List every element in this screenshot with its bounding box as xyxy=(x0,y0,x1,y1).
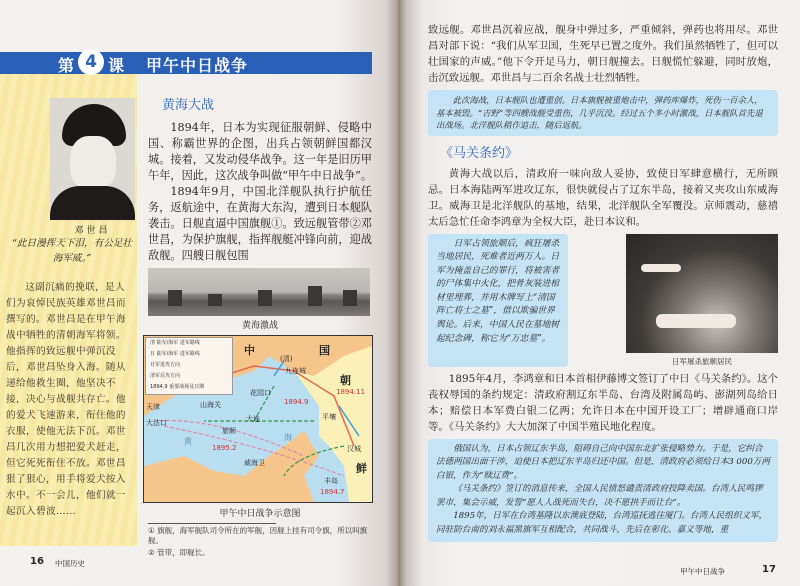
info-box-text: 此次海战，日本舰队也遭重创。日本旗舰被重炮击中，弹药库爆炸，死伤一百余人，基本被毁。“吉野”等四艘战舰受重伤，几乎沉没。经过五个多小时激战，日本舰队首先退出战场。北洋舰队稍作追击，随后返航。 xyxy=(436,95,763,130)
map-label: 朝 xyxy=(340,374,351,387)
lesson-title: 甲午中日战争 xyxy=(146,56,249,75)
legend-item: 日军进攻方向 xyxy=(150,362,181,368)
map-label: 花园口 xyxy=(250,389,271,397)
map-label: 海 xyxy=(284,433,292,442)
elegy-quote: “此日漫挥天下泪，有公足壮海军威。” xyxy=(11,238,133,264)
photo-figure xyxy=(626,234,778,367)
left-page xyxy=(0,0,398,586)
map-label: 国 xyxy=(319,344,330,357)
footnote: ① 旗舰，海军舰队司令所在的军舰，因舰上挂有司令旗，所以叫旗舰。 xyxy=(148,526,368,545)
legend-item: 1894.9 重要战场及日期 xyxy=(150,384,205,390)
legend-item: 日 陆军/海军 进军路线 xyxy=(150,351,200,357)
map-label: 大连 xyxy=(246,415,260,423)
photo-caption: 日军屠杀旅顺居民 xyxy=(672,356,732,366)
section-title: 黄海大战 xyxy=(162,98,215,113)
map-label: 旅顺 xyxy=(222,427,236,435)
map-label: 天津 xyxy=(146,403,160,411)
info-box-text: 俄国认为，日本占领辽东半岛，阻碍自己向中国东北扩张侵略势力。于是，它纠合法德两国出面干涉，迫使日本把辽东半岛归还中国。但是，清政府必须给日本3 000万两白银，作为“赎辽费”。 xyxy=(436,443,770,481)
info-box xyxy=(428,439,778,542)
footer-title: 中国历史 xyxy=(55,559,85,568)
lesson-suffix: 课 xyxy=(108,56,125,75)
map-label: 1894.11 xyxy=(336,388,365,396)
map-label: 汉城 xyxy=(347,445,361,453)
map-label: 九连城 xyxy=(285,367,306,375)
massacre-photo xyxy=(626,234,778,353)
sidebar-text: 这副沉痛的挽联，是人们为哀悼民族英雄邓世昌而撰写的。邓世昌是在甲午海战中牺牲的清朝海军将领。他指挥的致远舰中弹沉没后，邓世昌坠身入海。随从递给他救生圈，他坚决不接，决心与战舰共存亡。他的爱犬飞速游来，衔住他的衣服，使他无法下沉。邓世昌几次用力想把爱犬赶走，但它死死衔住不放。邓世昌狠了狠心，用手将爱犬按入水中。不一会儿，他们就一起沉入碧波…… xyxy=(6,282,126,517)
lesson-number: 4 xyxy=(78,49,104,75)
naval-battle-photo xyxy=(148,268,370,316)
page-number: 17 xyxy=(762,564,776,575)
map-label: 大沽口 xyxy=(146,419,167,427)
map-label: 丰岛 xyxy=(324,477,338,485)
footer-title: 甲午中日战争 xyxy=(680,567,725,576)
paragraph: 致远舰。邓世昌沉着应战，舰身中弹过多，严重倾斜，弹药也将用尽。邓世昌对部下说：“我们从军卫国，生死早已置之度外。我们虽然牺牲了，但可以壮国家的声威。”他下令开足马力，朝日舰撞去。日舰慌忙躲避，同时放炮，击沉致远舰。邓世昌与二百余名战士壮烈牺牲。 xyxy=(428,24,778,84)
info-box-text: 日军占领旅顺后，疯狂屠杀当地居民，死难者近两万人。日军为掩盖自己的罪行，将被害者的尸体集中火化，把骨灰装进棺材里埋葬，并用木牌写上“清国阵亡将士之墓”，借以欺骗世界舆论。后来，中国人民在墓地树起纪念碑，称它为“万忠墓”。 xyxy=(436,238,560,344)
main-column xyxy=(428,22,778,542)
map-label: 1894.7 xyxy=(320,488,345,496)
photo-caption: 黄海激战 xyxy=(241,321,278,331)
map-label: 威海卫 xyxy=(244,459,265,467)
paragraph: 黄海大战以后，清政府一味向敌人妥协，致使日军肆意横行，无所顾忌。日本海陆两军进攻辽东，很快就侵占了辽东半岛，接着又夹攻山东威海卫。威海卫是北洋舰队的基地，结果，北洋舰队全军覆没。京师震动，慈禧太后急忙任命李鸿章为全权大臣，赴日本议和。 xyxy=(428,167,778,228)
map-caption: 甲午中日战争示意图 xyxy=(219,509,301,519)
lesson-banner xyxy=(0,52,372,74)
right-page xyxy=(398,0,800,586)
map-label: 山海关 xyxy=(200,401,221,409)
page-number: 16 xyxy=(30,556,44,567)
map-label: 1894.9 xyxy=(284,398,309,406)
lesson-prefix: 第 xyxy=(58,56,75,75)
section-title: 《马关条约》 xyxy=(440,145,519,161)
paragraph: 1895年4月，李鸿章和日本首相伊藤博文签订了中日《马关条约》。这个丧权辱国的条约规定：清政府割辽东半岛、台湾及附属岛屿、澎湖列岛给日本；赔偿日本军费白银二亿两；允许日本在中国开设工厂；增辟通商口岸等。《马关条约》大大加深了中国半殖民地化程度。 xyxy=(428,372,778,433)
legend-item: 清军反攻方向 xyxy=(150,373,181,379)
map-legend xyxy=(145,337,233,395)
info-box xyxy=(428,234,568,367)
war-map xyxy=(143,335,373,503)
footnote: ② 管带，即舰长。 xyxy=(148,548,210,557)
map-label: 平壤 xyxy=(322,413,336,421)
main-column xyxy=(148,96,372,558)
info-box-text: 《马关条约》签订的消息传来，全国人民愤怒谴责清政府投降卖国。台湾人民鸣锣罢市，集会示威，发誓“愿人人战死而失台，决不愿拱手而让台”。 xyxy=(436,484,763,508)
portrait-caption: 邓世昌 xyxy=(74,226,111,236)
map-label: 鲜 xyxy=(356,462,367,475)
info-box xyxy=(428,90,778,136)
map-label: 黄 xyxy=(184,437,192,446)
portrait-photo xyxy=(50,98,135,220)
map-label: 中 xyxy=(244,344,255,357)
paragraph: 1894年，日本为实现征服朝鲜、侵略中国、称霸世界的企图，出兵占领朝鲜国都汉城。接着，又发动侵华战争。这一年是旧历甲午年，因此，这次战争叫做“甲午中日战争”。 xyxy=(148,121,373,182)
map-label: 1895.2 xyxy=(212,444,237,452)
legend-item: 清 陆军/海军 进军路线 xyxy=(150,340,200,346)
info-box-text: 1895年，日军在台湾基隆以东澳底登陆，台湾巡抚逃往厦门。台湾人民组织义军，同驻防台南的刘永福黑旗军互相配合，共同战斗，先后在彰化、嘉义等地，重 xyxy=(436,511,768,536)
image-row xyxy=(428,234,778,367)
footnote-divider xyxy=(148,523,276,524)
paragraph: 1894年9月，中国北洋舰队执行护航任务，返航途中，在黄海大东沟，遭到日本舰队袭击。日舰直逼中国旗舰①。致远舰管带②邓世昌，为保护旗舰，指挥舰艇冲锋向前，迎战敌舰。四艘日舰包围 xyxy=(148,185,372,262)
map-label: (清) xyxy=(280,355,293,363)
